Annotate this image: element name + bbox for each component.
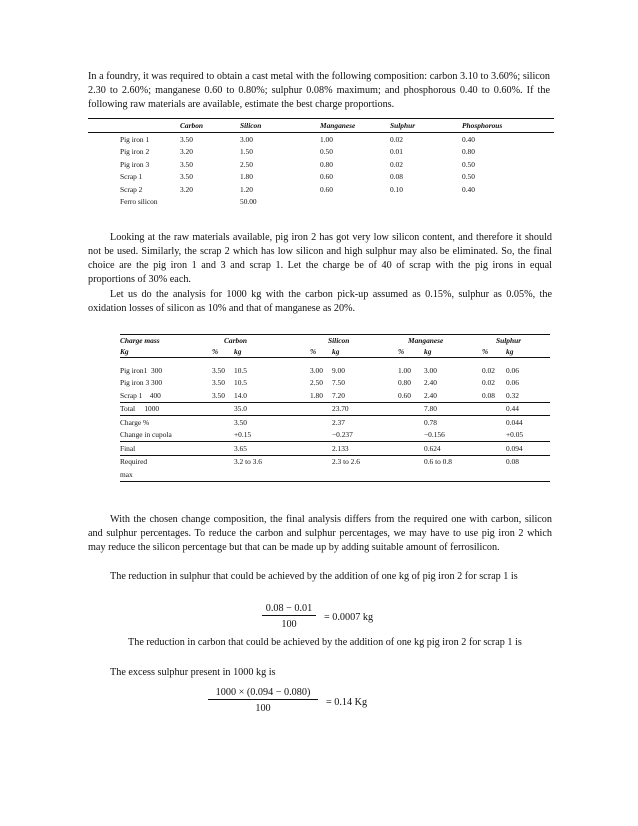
table-row xyxy=(88,183,554,196)
table-cell: 3.00 xyxy=(424,365,437,375)
table-cell: 3.65 xyxy=(234,442,310,456)
charge-group-header-row xyxy=(120,335,550,347)
table-row xyxy=(88,196,554,209)
table-cell xyxy=(180,196,240,209)
sub-header-cell: Kg xyxy=(120,346,212,358)
sulphur-reduction-result: = 0.0007 kg xyxy=(324,612,374,623)
header-carbon: Carbon xyxy=(224,336,248,345)
table-row xyxy=(120,364,550,377)
table-cell: 0.60 xyxy=(320,172,333,182)
excess-sulphur-fraction xyxy=(208,687,318,714)
table-cell: 1.80 xyxy=(240,172,253,182)
table-cell: 0.08 xyxy=(482,390,495,400)
table-cell: 2.40 xyxy=(424,378,437,388)
raw-materials-table xyxy=(88,118,554,208)
table-row xyxy=(88,146,554,159)
sub-header-cell: kg xyxy=(506,346,550,358)
table-cell: 2.50 xyxy=(240,159,253,169)
charge-pct-row xyxy=(120,416,550,429)
table-cell: 2.133 xyxy=(332,442,398,456)
header-charge-mass: Charge mass xyxy=(120,336,160,345)
table1-header-carbon: Carbon xyxy=(180,119,240,133)
table-cell: Final xyxy=(120,442,212,456)
sub-header-cell: kg xyxy=(332,346,398,358)
table-cell: −0.237 xyxy=(332,429,398,442)
table-cell: Scrap 1 xyxy=(120,172,143,182)
table1-header-cell xyxy=(88,119,180,133)
table-cell: +0.15 xyxy=(234,429,310,442)
table-cell: 1.20 xyxy=(240,184,253,194)
table-cell: max xyxy=(120,468,212,481)
header-silicon: Silicon xyxy=(328,336,350,345)
table-cell: 2.3 to 2.6 xyxy=(332,457,360,467)
charge-analysis-table xyxy=(120,334,550,482)
table-cell: 3.00 xyxy=(240,134,253,144)
table-cell: +0.05 xyxy=(506,429,550,442)
raw-materials-header-row xyxy=(88,119,554,133)
table-cell: 0.02 xyxy=(482,378,495,388)
table-cell: Ferro silicon xyxy=(120,197,158,207)
excess-sulphur-result: = 0.14 Kg xyxy=(326,697,368,708)
table-cell: 2.37 xyxy=(332,417,345,427)
table-cell: 0.60 xyxy=(320,184,333,194)
change-in-cupola-row xyxy=(120,429,550,442)
charge-sub-header-row xyxy=(120,346,550,358)
table-row xyxy=(88,133,554,146)
fraction-denominator: 100 xyxy=(255,703,271,714)
table-row xyxy=(88,158,554,171)
table-cell: 1.00 xyxy=(320,134,333,144)
header-sulphur: Sulphur xyxy=(496,336,522,345)
table-cell: 0.08 xyxy=(506,457,519,467)
table-cell: 0.624 xyxy=(424,442,482,456)
table-cell: 3.50 xyxy=(212,390,225,400)
composition-paragraph: With the chosen change composition, the final analysis differs from the required one with carbon, silicon and sulphur percentages. To reduce the carbon and sulphur percentages, we may have to use pig iron 2 which may reduce the silicon percentage but that can be made up by adding suitable amount of ferrosilicon. xyxy=(88,514,552,553)
sub-header-cell: kg xyxy=(424,346,482,358)
table-cell: 0.80 xyxy=(398,378,411,388)
table-cell: 0.40 xyxy=(462,184,475,194)
table-cell: 0.02 xyxy=(390,134,403,144)
table-cell: 10.5 xyxy=(234,378,247,388)
table-cell: 0.6 to 0.8 xyxy=(424,457,452,467)
table-cell: 0.78 xyxy=(424,417,437,427)
table-cell: Required xyxy=(120,457,148,467)
total-manganese: 7.80 xyxy=(424,402,482,416)
table-cell: 0.50 xyxy=(462,159,475,169)
table-cell: 0.01 xyxy=(390,147,403,157)
table1-header-manganese: Manganese xyxy=(320,119,390,133)
table-cell: 7.20 xyxy=(332,390,345,400)
table-cell: Scrap 2 xyxy=(120,184,143,194)
total-sulphur: 0.44 xyxy=(506,402,550,416)
fraction-denominator: 100 xyxy=(281,619,297,630)
table-cell: 1.00 xyxy=(398,365,411,375)
table-cell: 3.2 to 3.6 xyxy=(234,457,262,467)
table-cell: 0.32 xyxy=(506,390,519,400)
table-cell: 1.80 xyxy=(310,390,323,400)
sulphur-reduction-fraction xyxy=(262,603,316,630)
fraction-numerator: 0.08 − 0.01 xyxy=(262,603,316,616)
table-cell: 9.00 xyxy=(332,365,345,375)
table-cell xyxy=(390,196,462,209)
sub-header-cell: % xyxy=(310,346,332,358)
table-row xyxy=(120,377,550,390)
table-cell: Scrap 1 400 xyxy=(120,390,161,400)
table-row xyxy=(88,171,554,184)
table-cell: 0.80 xyxy=(320,159,333,169)
table-cell: −0.156 xyxy=(424,429,482,442)
table-cell: 0.40 xyxy=(462,134,475,144)
table-cell: 3.50 xyxy=(180,172,193,182)
total-silicon: 23.70 xyxy=(332,402,398,416)
table-cell: 2.40 xyxy=(424,390,437,400)
table-cell: Charge % xyxy=(120,417,150,427)
table-cell: 3.50 xyxy=(212,365,225,375)
required-row xyxy=(120,455,550,468)
table-cell: 14.0 xyxy=(234,390,247,400)
table1-header-phosphorous: Phosphorous xyxy=(462,119,554,133)
total-row xyxy=(120,402,550,416)
excess-sulphur-paragraph: The excess sulphur present in 1000 kg is xyxy=(110,667,276,678)
analysis-paragraph: Let us do the analysis for 1000 kg with the carbon pick-up assumed as 0.15%, sulphur as 0.05%, the oxidation losses of silicon as 10% and that of manganese as 20%. xyxy=(88,289,552,314)
table-cell: 3.50 xyxy=(212,378,225,388)
table-cell: 0.06 xyxy=(506,365,519,375)
table1-header-sulphur: Sulphur xyxy=(390,119,462,133)
carbon-reduction-paragraph: The reduction in carbon that could be achieved by the addition of one kg pig iron 2 for scrap 1 is xyxy=(128,637,522,648)
table-cell: 0.044 xyxy=(506,417,523,427)
total-label-cell xyxy=(120,402,212,416)
table-cell: Pig iron 3 xyxy=(120,159,150,169)
intro-paragraph: In a foundry, it was required to obtain a cast metal with the following composition: carbon 3.10 to 3.60%; silicon 2.30 to 2.60%; manganese 0.60 to 0.80%; sulphur 0.08% maximum; and phosphorous 0.40 to 0.60%. If the following raw materials are available, estimate the best charge proportions. xyxy=(88,71,550,110)
table-cell: 7.50 xyxy=(332,378,345,388)
table-cell: Pig iron 3 300 xyxy=(120,378,163,388)
sub-header-cell: % xyxy=(398,346,424,358)
table-cell: 2.50 xyxy=(310,378,323,388)
table-cell: Pig iron1 300 xyxy=(120,365,163,375)
table-cell: 0.60 xyxy=(398,390,411,400)
table-cell: 3.20 xyxy=(180,184,193,194)
table-cell xyxy=(320,196,390,209)
required-sub-row xyxy=(120,468,550,481)
table-cell: 0.06 xyxy=(506,378,519,388)
table-row xyxy=(120,389,550,402)
total-label: Total xyxy=(120,404,136,414)
table-cell: 3.00 xyxy=(310,365,323,375)
table-cell: 0.10 xyxy=(390,184,403,194)
total-mass: 1000 xyxy=(144,404,160,414)
sub-header-cell: kg xyxy=(234,346,310,358)
header-manganese: Manganese xyxy=(408,336,444,345)
table1-header-silicon: Silicon xyxy=(240,119,320,133)
sub-header-cell: % xyxy=(482,346,506,358)
total-carbon: 35.0 xyxy=(234,402,310,416)
table-cell: 3.20 xyxy=(180,147,193,157)
table-cell: 0.50 xyxy=(320,147,333,157)
table-cell: 0.094 xyxy=(506,442,550,456)
table-cell xyxy=(462,196,554,209)
table-cell: 0.80 xyxy=(462,147,475,157)
final-row xyxy=(120,442,550,456)
sulphur-reduction-paragraph: The reduction in sulphur that could be achieved by the addition of one kg of pig iron 2 for scrap 1 is xyxy=(110,571,518,582)
choice-paragraph: Looking at the raw materials available, pig iron 2 has got very low silicon content, and therefore it should not be used. Similarly, the scrap 2 which has low silicon and high sulphur may also be eliminated. So, the final choice are the pig iron 1 and 3 and scrap 1. Let the charge be of 40 of scrap with the pig irons in equal proportions of 30% each. xyxy=(88,232,552,285)
table-cell: 0.50 xyxy=(462,172,475,182)
table-cell: 3.50 xyxy=(180,159,193,169)
fraction-numerator: 1000 × (0.094 − 0.080) xyxy=(208,687,318,700)
table-cell: 10.5 xyxy=(234,365,247,375)
table-cell: 3.50 xyxy=(234,417,247,427)
table-cell: 3.50 xyxy=(180,134,193,144)
table-cell: 1.50 xyxy=(240,147,253,157)
table-cell: 0.02 xyxy=(390,159,403,169)
table-cell: 50.00 xyxy=(240,197,257,207)
table-cell: Change in cupola xyxy=(120,429,212,442)
sub-header-cell: % xyxy=(212,346,234,358)
table-cell: 0.02 xyxy=(482,365,495,375)
table-cell: Pig iron 2 xyxy=(120,147,150,157)
table-cell: Pig iron 1 xyxy=(120,134,150,144)
table-cell: 0.08 xyxy=(390,172,403,182)
